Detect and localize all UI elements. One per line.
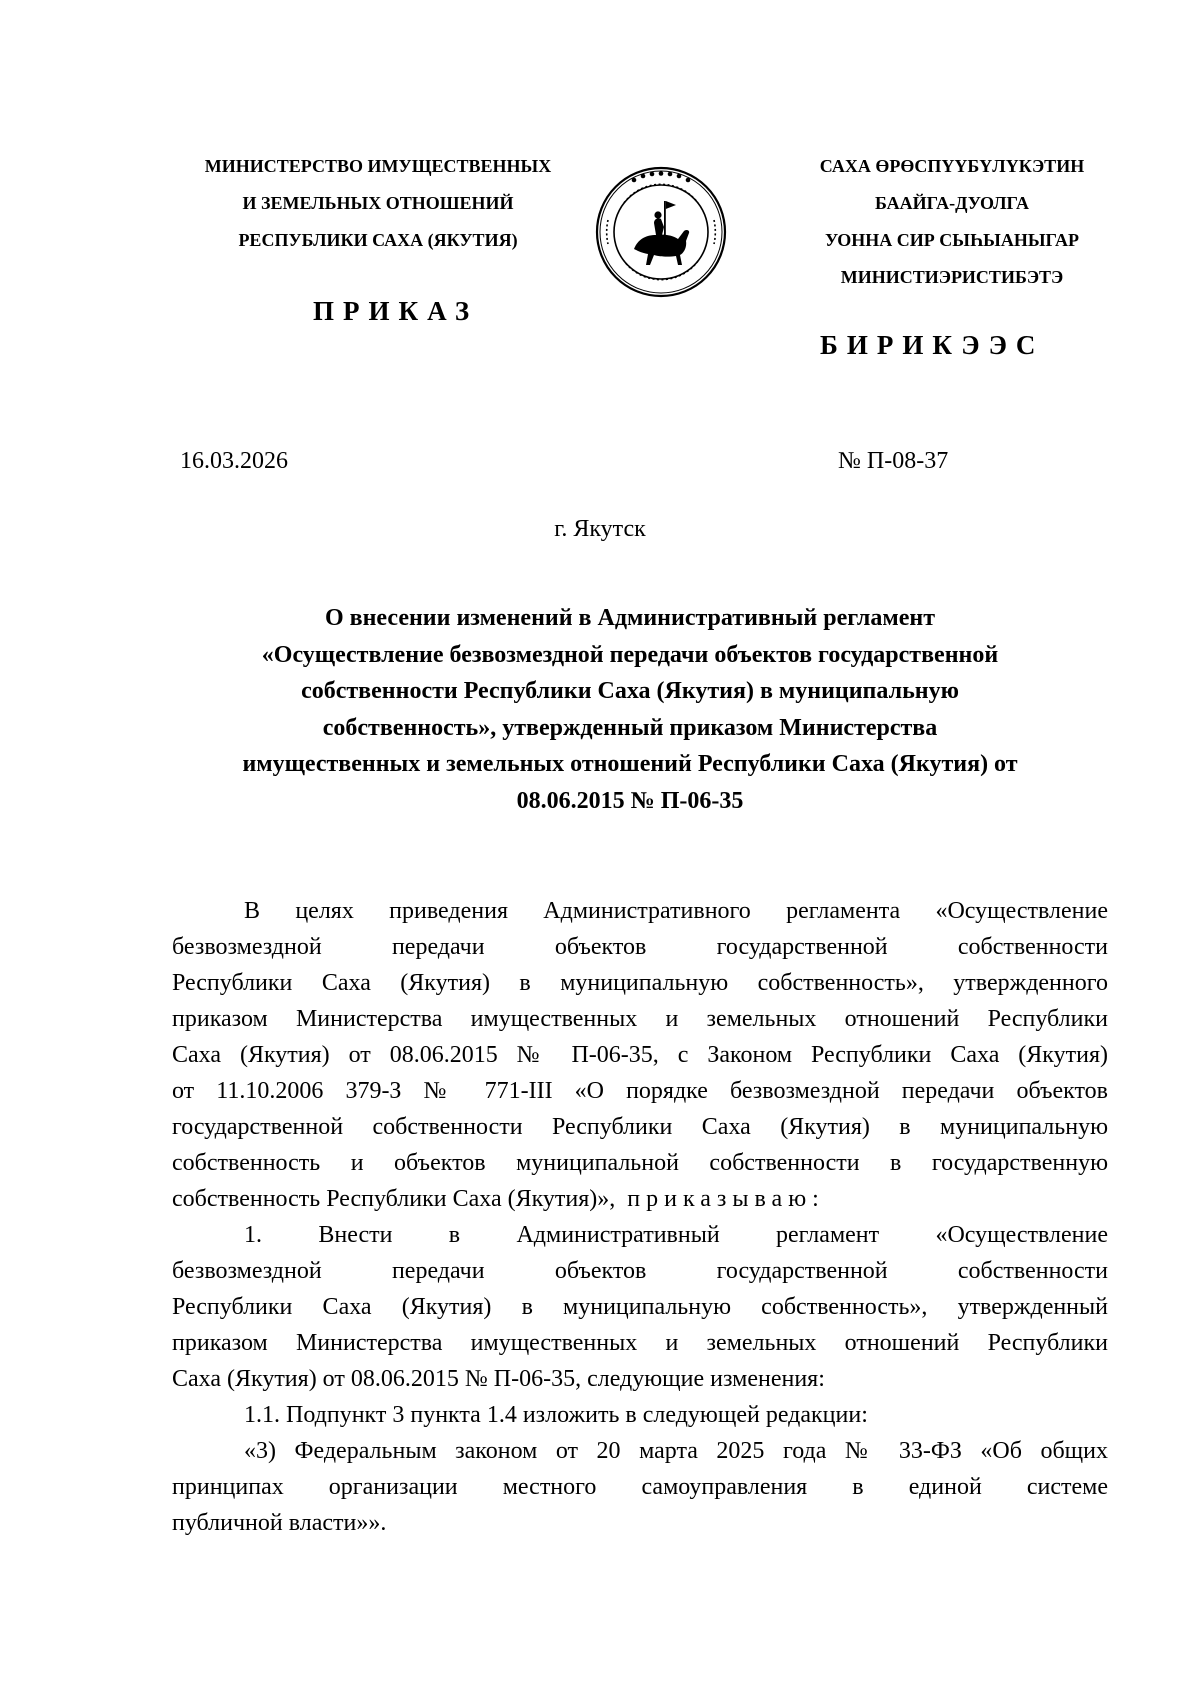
ministry-name-line: МИНИСТИЭРИСТИБЭТЭ	[840, 267, 1064, 287]
order-body	[172, 893, 1108, 1541]
body-line	[172, 1181, 1108, 1217]
ministry-name-yakut	[742, 148, 1162, 296]
body-line: Саха (Якутия) от 08.06.2015 № П-06-35, следующие изменения:	[172, 1366, 825, 1392]
order-city: г. Якутск	[554, 516, 646, 542]
body-line: приказом Министерства имущественных и земельных отношений Республики	[172, 1006, 1108, 1032]
body-line: «3) Федеральным законом от 20 марта 2025 года № 33-ФЗ «Об общих	[244, 1438, 1108, 1464]
body-line: Саха (Якутия) от 08.06.2015 № П-06-35, с Законом Республики Саха (Якутия)	[172, 1042, 1108, 1068]
body-line: 1. Внести в Административный регламент «Осуществление	[244, 1222, 1108, 1248]
body-line: от 11.10.2006 379-З № 771-III «О порядке безвозмездной передачи объектов	[172, 1078, 1108, 1104]
body-line: принципах организации местного самоуправления в единой системе	[172, 1474, 1108, 1500]
body-line: Республики Саха (Якутия) в муниципальную собственность», утвержденного	[172, 970, 1108, 996]
order-date: 16.03.2026	[180, 448, 288, 474]
title-line: имущественных и земельных отношений Республики Саха (Якутия) от	[242, 751, 1018, 777]
ministry-name-line: УОННА СИР СЫҺЫАНЫГАР	[824, 230, 1080, 250]
title-line: собственность», утвержденный приказом Министерства	[322, 714, 938, 741]
body-line: В целях приведения Административного регламента «Осуществление	[244, 898, 1108, 924]
title-line: 08.06.2015 № П-06-35	[516, 787, 744, 814]
body-line: безвозмездной передачи объектов государственной собственности	[172, 934, 1108, 960]
order-directive: приказываю:	[627, 1186, 825, 1212]
title-line: «Осуществление безвозмездной передачи объектов государственной	[261, 641, 999, 668]
order-number: № П-08-37	[838, 448, 949, 474]
ministry-name-line: МИНИСТЕРСТВО ИМУЩЕСТВЕННЫХ	[204, 156, 552, 176]
body-line: собственность и объектов муниципальной собственности в государственную	[172, 1150, 1108, 1176]
body-line: государственной собственности Республики Саха (Якутия) в муниципальную	[172, 1114, 1108, 1140]
body-line: публичной власти»».	[172, 1510, 387, 1536]
ministry-name-line: РЕСПУБЛИКИ САХА (ЯКУТИЯ)	[238, 230, 518, 250]
republic-emblem-icon	[594, 165, 728, 299]
title-line: О внесении изменений в Административный регламент	[324, 605, 936, 631]
ministry-name-line: БААЙГА-ДУОЛГА	[874, 193, 1030, 213]
ministry-name-russian	[168, 148, 588, 259]
ministry-name-line: И ЗЕМЕЛЬНЫХ ОТНОШЕНИЙ	[242, 193, 514, 213]
order-title	[170, 600, 1090, 819]
body-line-text: собственность Республики Саха (Якутия)»,	[172, 1186, 616, 1212]
body-line: Республики Саха (Якутия) в муниципальную собственность», утвержденный	[172, 1294, 1108, 1320]
doc-type-russian: ПРИКАЗ	[313, 296, 479, 326]
body-line: 1.1. Подпункт 3 пункта 1.4 изложить в следующей редакции:	[244, 1402, 868, 1428]
body-line: безвозмездной передачи объектов государственной собственности	[172, 1258, 1108, 1284]
body-line: приказом Министерства имущественных и земельных отношений Республики	[172, 1330, 1108, 1356]
doc-type-yakut: БИРИКЭЭС	[820, 330, 1045, 360]
ministry-name-line: САХА ӨРӨСПҮҮБҮЛҮКЭТИН	[819, 156, 1085, 176]
title-line: собственности Республики Саха (Якутия) в муниципальную	[301, 678, 959, 704]
